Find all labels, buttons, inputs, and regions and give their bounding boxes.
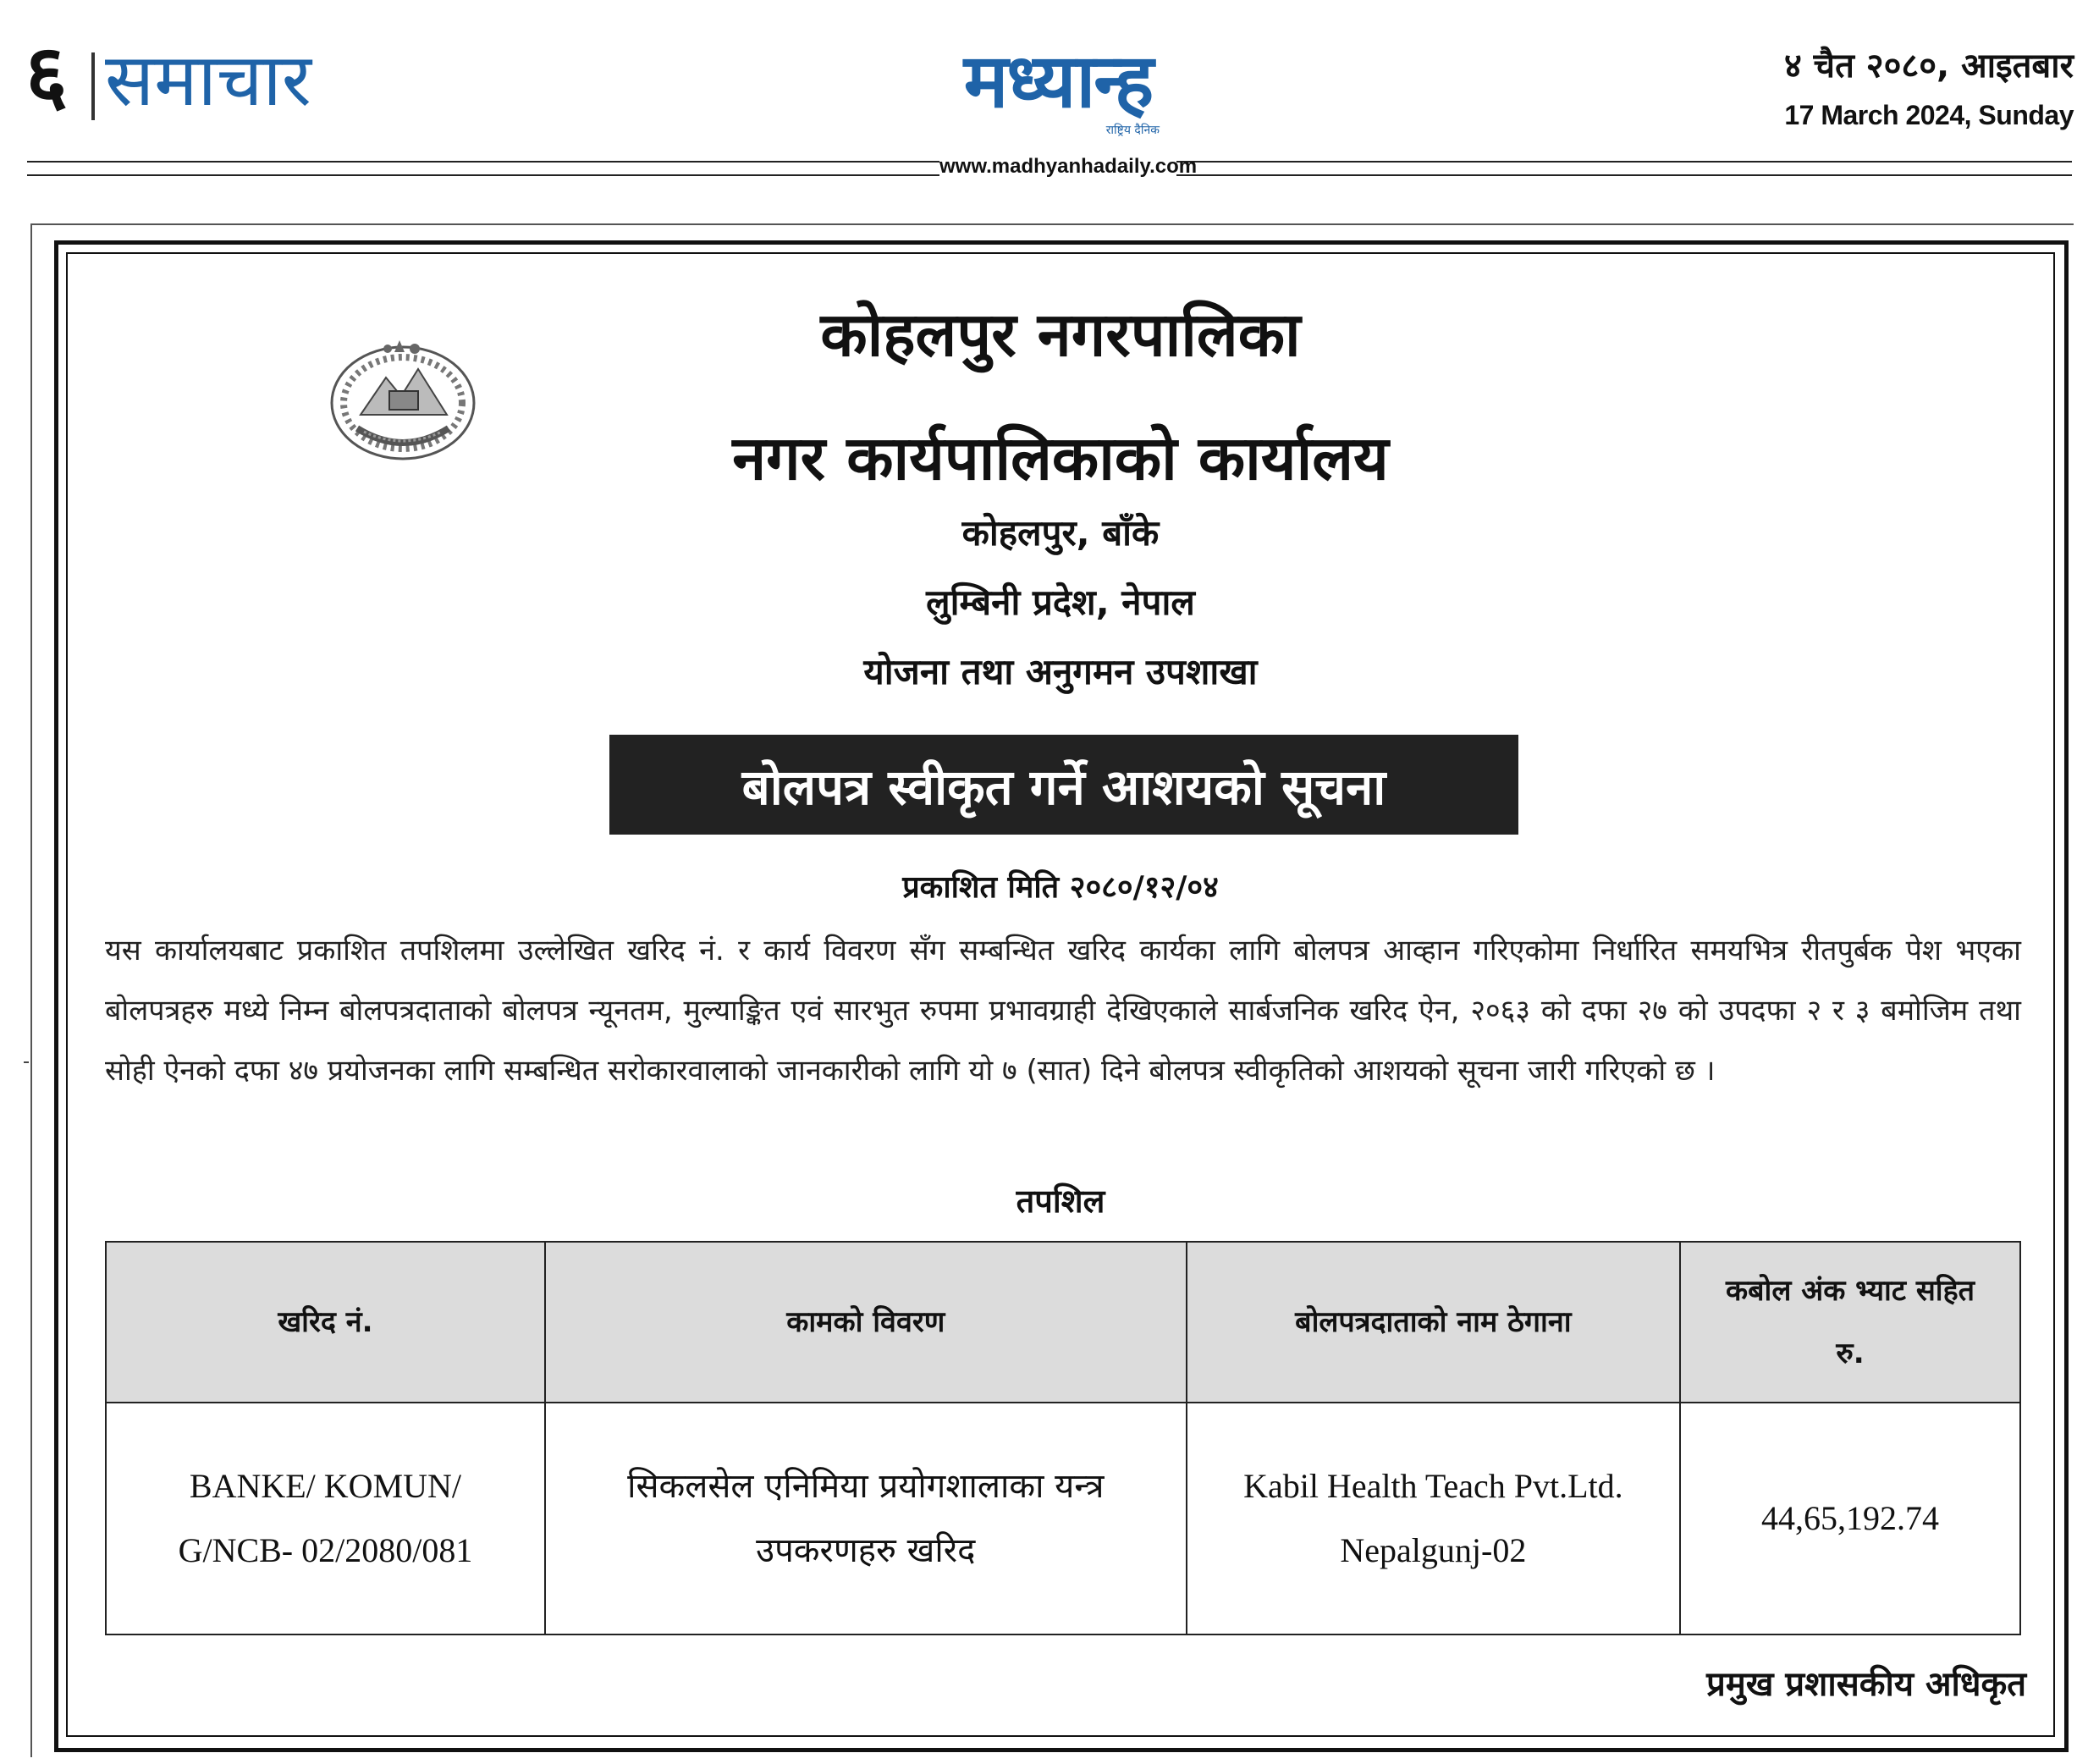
notice-body: यस कार्यालयबाट प्रकाशित तपशिलमा उल्लेखित खरिद नं. र कार्य विवरण सँग सम्बन्धित खरिद कार्यका लागि बोलपत्र आव्हान गरिएकोमा निर्धारित समयभित्र रीतपुर्बक पेश भएका बोलपत्रहरु मध्ये निम्न बोलपत्रदाताको बोलपत्र न्यूनतम, मुल्याङ्कित एवं सारभुत रुपमा प्रभावग्राही देखिएकाले सार्बजनिक खरिद ऐन, २०६३ को दफा २७ को उपदफा २ र ३ बमोजिम तथा सोही ऐनको दफा ४७ प्रयोजनका लागि सम्बन्धित सरोकारवालाको जानकारीको लागि यो ७ (सात) दिने बोलपत्र स्वीकृतिको आशयको सूचना जारी गरिएको छ । xyxy=(105,934,2021,1088)
work-description: सिकलसेल एनिमिया प्रयोगशालाका यन्त्र उपकरणहरु खरिद xyxy=(627,1467,1105,1570)
bid-amount: 44,65,192.74 xyxy=(1680,1403,2020,1634)
date-english: 17 March 2024, Sunday xyxy=(1784,100,2074,130)
section-name: समाचार xyxy=(105,38,311,123)
schedule-heading: तपशिल xyxy=(1016,1182,1105,1220)
procurement-no-cell xyxy=(106,1403,545,1634)
org-name: कोहलपुर नगरपालिका xyxy=(820,299,1301,370)
office-name: नगर कार्यपालिकाको कार्यालय xyxy=(732,422,1389,493)
office-location: कोहलपुर, बाँके xyxy=(961,512,1160,554)
procurement-no: BANKE/ KOMUN/G/NCB- 02/2080/081 xyxy=(178,1467,473,1569)
signatory: प्रमुख प्रशासकीय अधिकृत xyxy=(1706,1665,2026,1704)
header-bid-amount-label: कबोल अंक भ्याट सहित रु. xyxy=(1726,1274,1975,1370)
header-procurement-no: खरिद नं. xyxy=(106,1242,545,1403)
bidder-cell xyxy=(1187,1403,1680,1634)
table-row xyxy=(106,1403,2020,1634)
header-bidder: बोलपत्रदाताको नाम ठेगाना xyxy=(1187,1242,1680,1403)
margin-tick xyxy=(24,1061,29,1063)
header-work-description: कामको विवरण xyxy=(545,1242,1187,1403)
bidder-address: Nepalgunj-02 xyxy=(1340,1531,1527,1569)
website-link[interactable]: www.madhyanhadaily.com xyxy=(939,152,1176,181)
header-bid-amount xyxy=(1680,1242,2020,1403)
page-number: ६ xyxy=(25,27,68,122)
table-header-row xyxy=(106,1242,2020,1403)
work-description-cell xyxy=(545,1403,1187,1634)
published-date: प्रकाशित मिति २०८०/१२/०४ xyxy=(902,870,1219,905)
office-section: योजना तथा अनुगमन उपशाखा xyxy=(863,651,1258,692)
bidder-name: Kabil Health Teach Pvt.Ltd. xyxy=(1243,1467,1623,1505)
office-province: लुम्बिनी प्रदेश, नेपाल xyxy=(926,582,1195,623)
notice-title: बोलपत्र स्वीकृत गर्ने आशयको सूचना xyxy=(609,735,1518,835)
section-divider xyxy=(91,52,95,120)
date-nepali: ४ चैत २०८०, आइतबार xyxy=(1783,47,2074,85)
newspaper-tagline: राष्ट्रिय दैनिक xyxy=(1105,124,1160,137)
newspaper-logo xyxy=(939,37,1176,137)
schedule-table xyxy=(105,1241,2021,1635)
newspaper-name: मध्यान्ह xyxy=(963,37,1153,124)
